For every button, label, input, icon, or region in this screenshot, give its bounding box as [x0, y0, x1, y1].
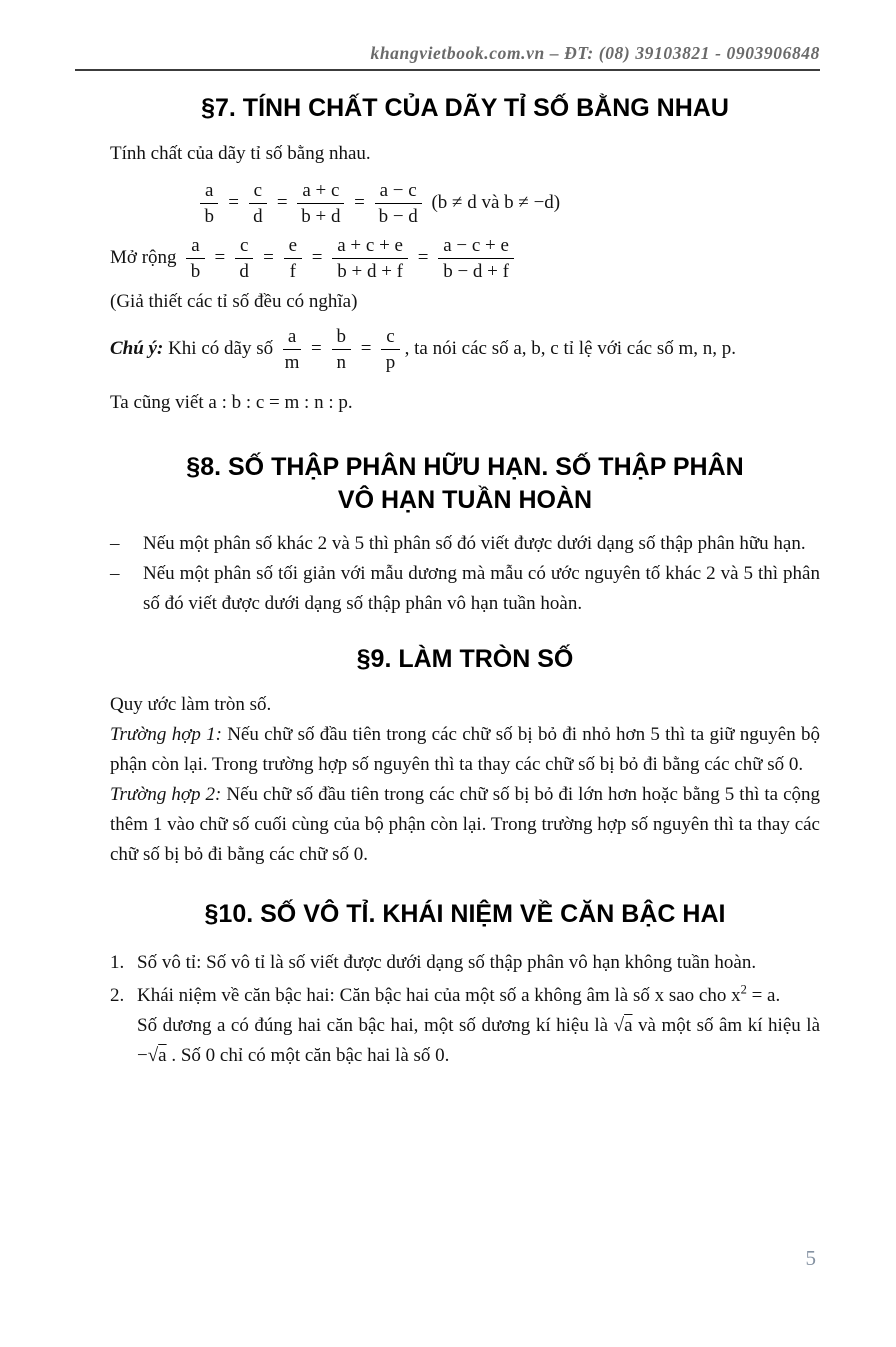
header-text: khangvietbook.com.vn – ĐT: (08) 39103821 - 0903906848: [370, 43, 820, 63]
bullet-dash-marker: –: [110, 533, 120, 554]
list-item: [110, 948, 820, 978]
section-8-title-line2: VÔ HẠN TUẦN HOÀN: [337, 486, 593, 514]
bullet-text: Nếu một phân số khác 2 và 5 thì phân số đó viết được dưới dạng số thập phân hữu hạn.: [143, 533, 806, 554]
section-8-title-line1: §8. SỐ THẬP PHÂN HỮU HẠN. SỐ THẬP PHÂN: [186, 453, 744, 481]
item-number-marker: 1.: [110, 952, 125, 973]
section-7-formula-extended: Mở rộng $\frac{a}{b}$ = $\frac{c}{d}$ = $\frac{e}{f}$ = $\frac{a + c + e}{b + d + f}$ = $\frac{a - c + e}{b - d + f}$: [110, 234, 820, 283]
section-8-title: [110, 451, 820, 517]
item-text: Khái niệm về căn bậc hai: Căn bậc hai của một số a không âm là số x sao cho $x^2 = a$.: [137, 982, 781, 1006]
bullet-text: Nếu một phân số tối giản với mẫu dương mà mẫu có ước nguyên tố khác 2 và 5 thì phân số đó viết được dưới dạng số thập phân vô hạn tuần hoàn.: [143, 563, 820, 614]
list-item: [110, 559, 820, 619]
list-item: [110, 981, 820, 1011]
section-7-note: Chú ý: Khi có dãy số $\frac{a}{m}$ = $\frac{b}{n}$ = $\frac{c}{p}$ , ta nói các số a, b, c tỉ lệ với các số m, n, p.: [110, 326, 737, 373]
bullet-dash-marker: –: [110, 563, 120, 584]
section-8-bullet-list: [110, 529, 820, 619]
section-7-title: §7. TÍNH CHẤT CỦA DÃY TỈ SỐ BẰNG NHAU: [201, 94, 729, 122]
list-item: [110, 529, 820, 559]
page-header: [75, 42, 820, 71]
section-7-formula-main: $\frac{a}{b}$ = $\frac{c}{d}$ = $\frac{a + c}{b + d}$ = $\frac{a - c}{b - d}$ (b ≠ d và b ≠ −d): [195, 179, 820, 228]
section-7-intro: Tính chất của dãy tỉ số bằng nhau.: [110, 143, 371, 164]
section-7-assumption: (Giả thiết các tỉ số đều có nghĩa): [110, 291, 358, 312]
section-10-numbered-list: [110, 948, 820, 1071]
item-number-marker: 2.: [110, 985, 125, 1006]
section-7-also-written: Ta cũng viết a : b : c = m : n : p.: [110, 392, 353, 413]
page-content: [110, 92, 820, 1071]
page-number: 5: [805, 1246, 816, 1270]
section-9-title: §9. LÀM TRÒN SỐ: [356, 645, 574, 673]
section-9-intro: Quy ước làm tròn số.: [110, 694, 272, 715]
item-sub-paragraph: Số dương a có đúng hai căn bậc hai, một số dương kí hiệu là √a và một số âm kí hiệu là −√a . Số 0 chỉ có một căn bậc hai là số 0.: [137, 1015, 820, 1066]
section-9-case-1: Trường hợp 1: Nếu chữ số đầu tiên trong các chữ số bị bỏ đi nhỏ hơn 5 thì ta giữ nguyên bộ phận còn lại. Trong trường hợp số nguyên thì ta thay các chữ số bị bỏ đi bằng các chữ số 0.: [110, 724, 820, 775]
section-9-case-2: Trường hợp 2: Nếu chữ số đầu tiên trong các chữ số bị bỏ đi lớn hơn hoặc bằng 5 thì ta cộng thêm 1 vào chữ số cuối cùng của bộ phận còn lại. Trong trường hợp số nguyên thì ta thay các chữ số bị bỏ đi bằng các chữ số 0.: [110, 784, 821, 865]
section-10-title: §10. SỐ VÔ TỈ. KHÁI NIỆM VỀ CĂN BẬC HAI: [204, 900, 726, 928]
item-text: Số vô tỉ: Số vô tỉ là số viết được dưới dạng số thập phân vô hạn không tuần hoàn.: [137, 952, 757, 973]
